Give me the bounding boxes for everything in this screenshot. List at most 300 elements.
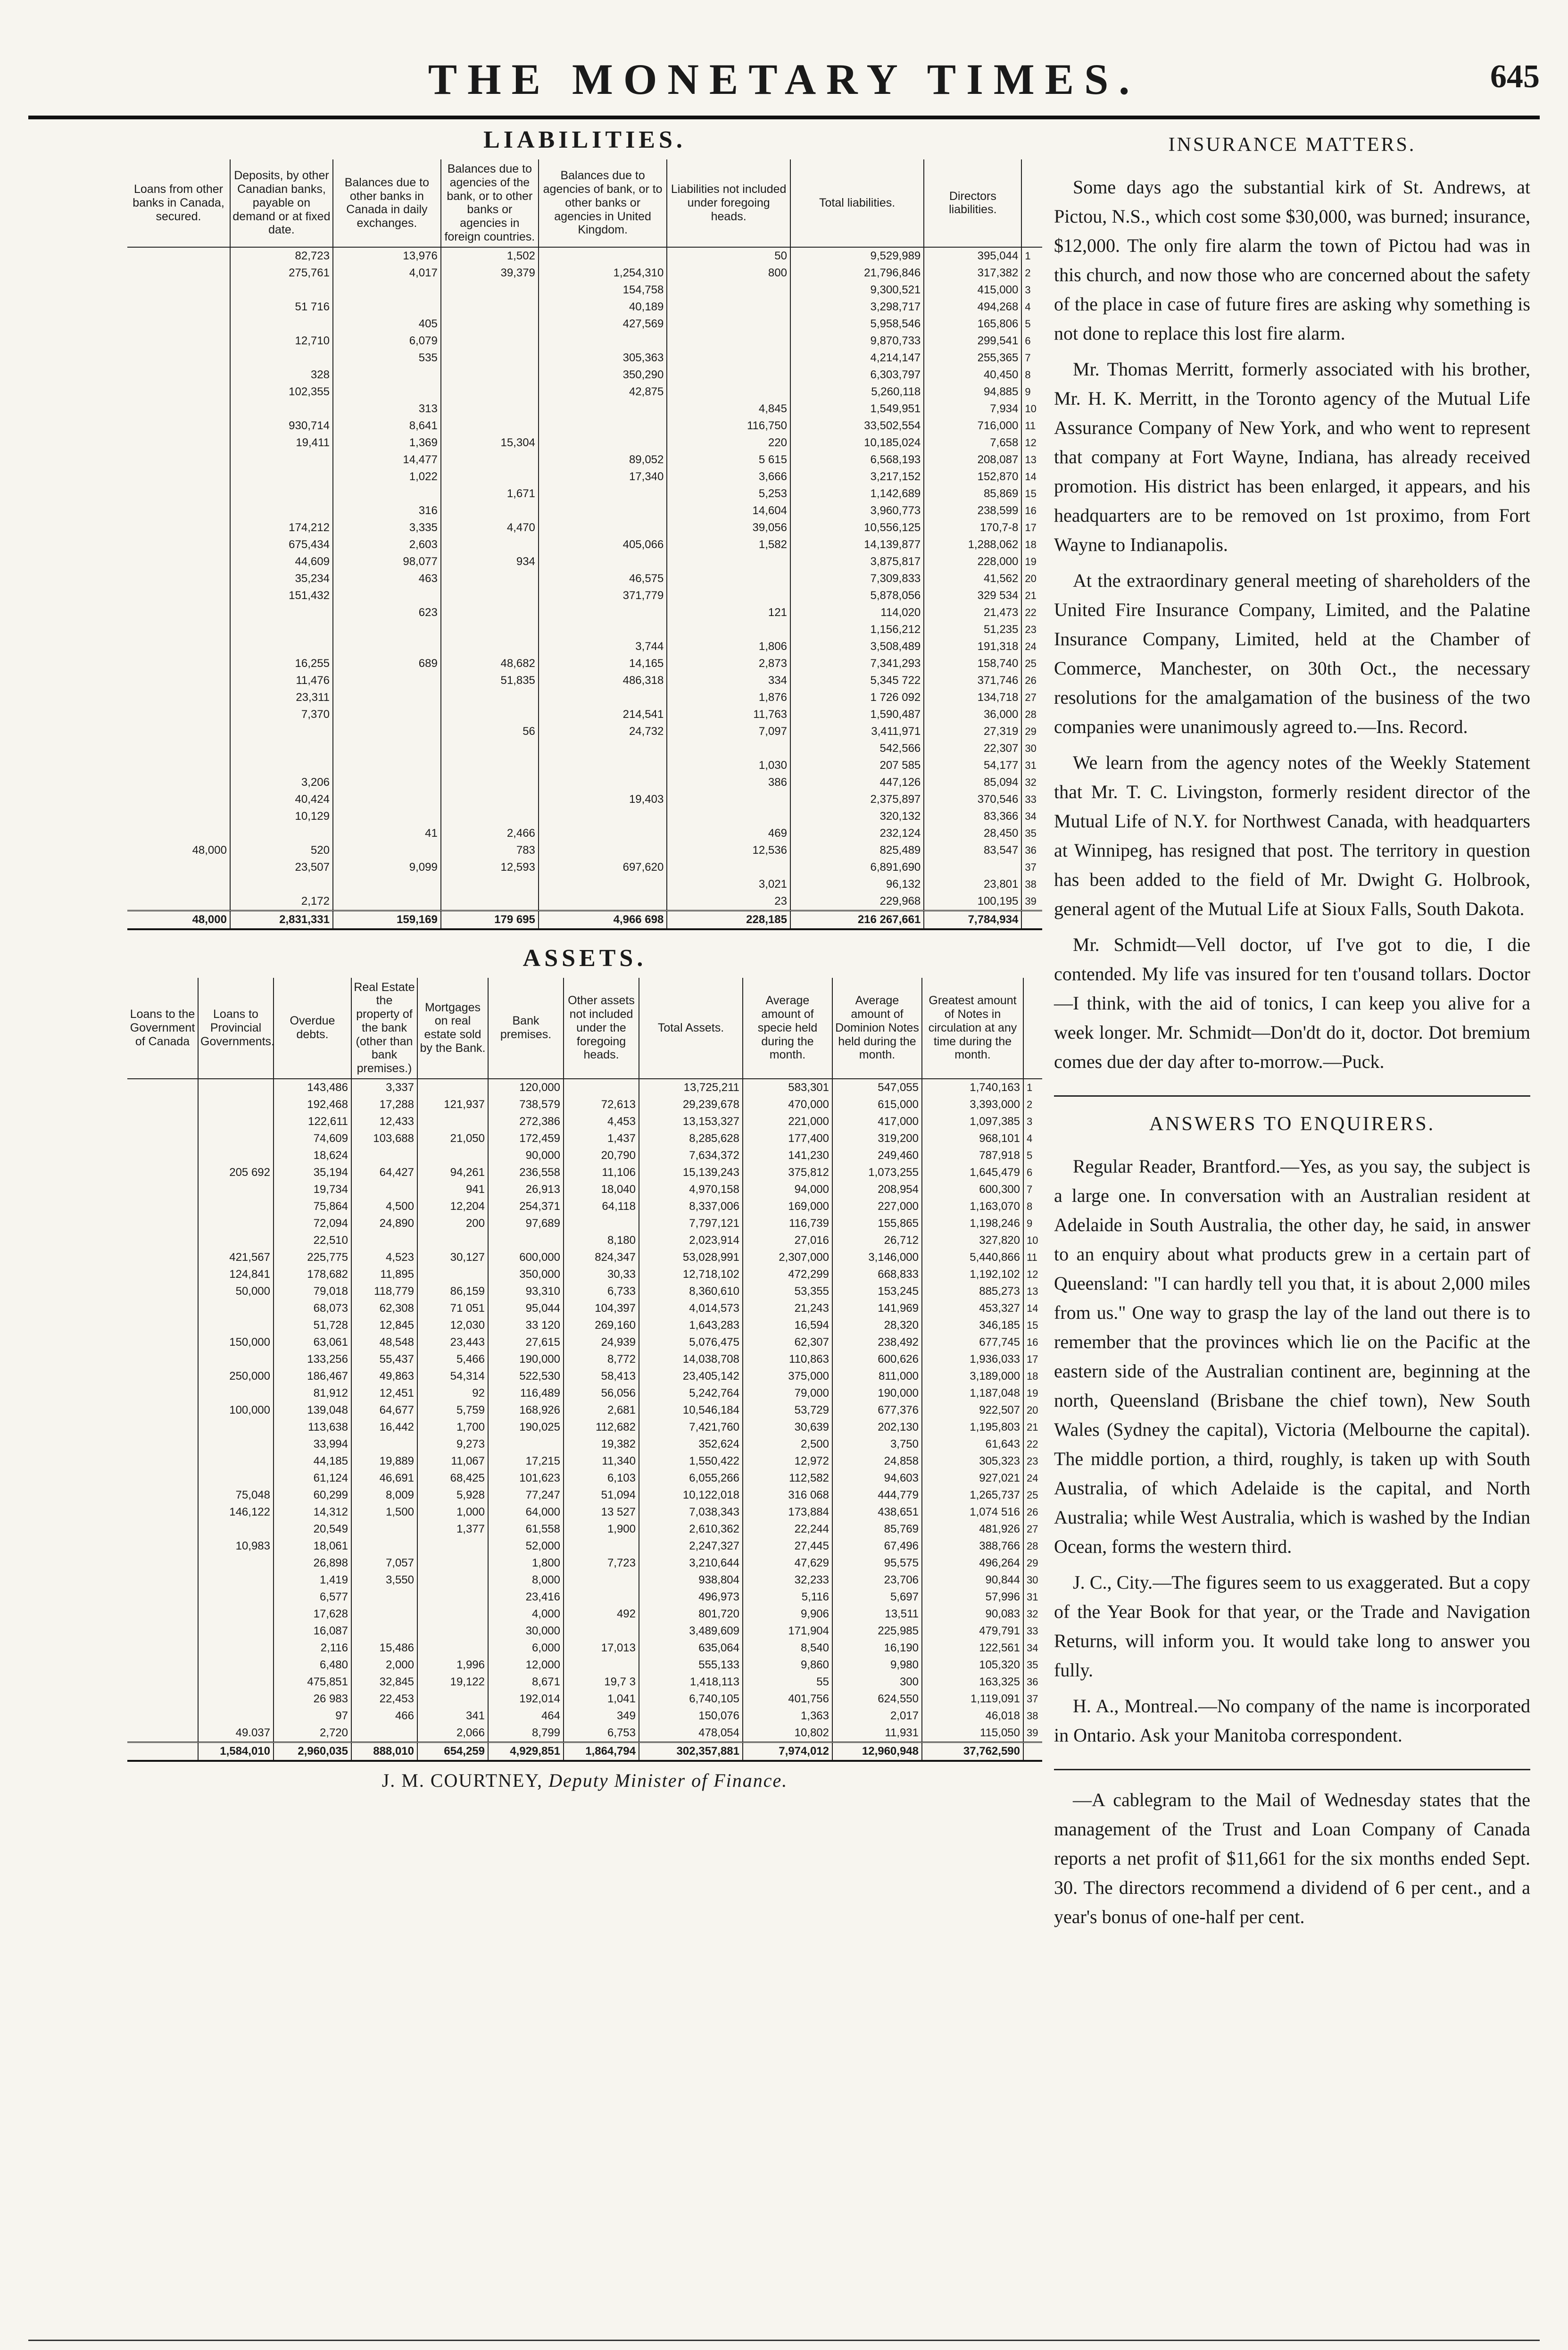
liabilities-cell: 5,345 722 (790, 672, 924, 689)
assets-cell (198, 1640, 274, 1657)
liabilities-cell (333, 706, 441, 723)
liabilities-row (127, 774, 1042, 791)
assets-col-header: Mortgages on real estate sold by the Bank. (417, 978, 488, 1079)
assets-cell (417, 1623, 488, 1640)
assets-cell: 1,500 (351, 1504, 417, 1521)
assets-cell: 33,994 (274, 1436, 351, 1453)
liabilities-cell: 7,341,293 (790, 655, 924, 672)
assets-cell: 16,087 (274, 1623, 351, 1640)
liabilities-row (127, 282, 1042, 299)
assets-cell: 64,118 (564, 1198, 639, 1215)
assets-cell: 18,040 (564, 1181, 639, 1198)
liabilities-cell: 623 (333, 604, 441, 621)
liabilities-cell (441, 689, 539, 706)
assets-cell: 105,320 (922, 1657, 1023, 1674)
liabilities-cell: 1,502 (441, 247, 539, 265)
liabilities-cell: 216 267,661 (790, 910, 924, 929)
assets-cell: 20,549 (274, 1521, 351, 1538)
assets-cell: 49,863 (351, 1368, 417, 1385)
liabilities-cell (127, 893, 230, 911)
assets-cell: 9,980 (832, 1657, 922, 1674)
assets-cell: 124,841 (198, 1266, 274, 1283)
liabilities-cell: 154,758 (539, 282, 667, 299)
liabilities-cell (333, 587, 441, 604)
liabilities-cell: 41 (333, 825, 441, 842)
assets-cell: 30,33 (564, 1266, 639, 1283)
liabilities-cell: 54,177 (924, 757, 1021, 774)
liabilities-cell: 89,052 (539, 451, 667, 468)
liabilities-cell: 10,185,024 (790, 434, 924, 451)
liabilities-cell (441, 333, 539, 350)
liabilities-cell: 486,318 (539, 672, 667, 689)
liabilities-cell (667, 350, 790, 367)
liabilities-cell: 697,620 (539, 859, 667, 876)
assets-cell (198, 1657, 274, 1674)
assets-cell (127, 1606, 198, 1623)
assets-cell: 5,759 (417, 1402, 488, 1419)
news-column (1054, 120, 1530, 1938)
liabilities-cell (230, 604, 333, 621)
liabilities-cell: 5,253 (667, 485, 790, 502)
assets-row-number: 11 (1027, 1251, 1037, 1263)
assets-col-header: Bank premises. (488, 978, 564, 1079)
assets-cell (198, 1606, 274, 1623)
assets-row (127, 1096, 1042, 1113)
liabilities-cell (441, 587, 539, 604)
assets-cell: 2,720 (274, 1725, 351, 1742)
liabilities-cell: 238,599 (924, 502, 1021, 519)
liabilities-row-number: 38 (1025, 878, 1037, 890)
liabilities-cell (230, 350, 333, 367)
assets-cell: 1,041 (564, 1691, 639, 1708)
liabilities-cell: 320,132 (790, 808, 924, 825)
assets-cell: 481,926 (922, 1521, 1023, 1538)
assets-cell: 19,7 3 (564, 1674, 639, 1691)
assets-cell: 438,651 (832, 1504, 922, 1521)
assets-cell: 6,055,266 (639, 1470, 743, 1487)
insurance-para: Mr. Schmidt—Vell doctor, uf I've got to die, I die contended. My life vas insured for ten t'ousand tollars. Doctor—I think, with the aid of tonics, I can keep you alive for a week longer. Mr. Schmidt—Don'dt do it, doctor. Dot bremium comes due der day after to-morrow.—Puck. (1054, 934, 1530, 1073)
liabilities-row (127, 808, 1042, 825)
assets-cell: 11,931 (832, 1725, 922, 1742)
assets-cell: 4,500 (351, 1198, 417, 1215)
assets-col-header: Other assets not included under the foregoing heads. (564, 978, 639, 1079)
liabilities-cell: 48,000 (127, 842, 230, 859)
assets-cell: 52,000 (488, 1538, 564, 1555)
assets-cell (417, 1589, 488, 1606)
assets-cell: 3,489,609 (639, 1623, 743, 1640)
liabilities-cell: 21,796,846 (790, 265, 924, 282)
liabilities-cell: 1,582 (667, 536, 790, 553)
liabilities-cell: 6,891,690 (790, 859, 924, 876)
assets-cell (127, 1198, 198, 1215)
liabilities-cell: 170,7-8 (924, 519, 1021, 536)
assets-row-number: 21 (1027, 1421, 1038, 1433)
liabilities-cell (127, 434, 230, 451)
liabilities-row-number: 34 (1025, 810, 1037, 822)
assets-cell: 1,377 (417, 1521, 488, 1538)
liabilities-cell: 5,260,118 (790, 383, 924, 400)
liabilities-cell: 102,355 (230, 383, 333, 400)
liabilities-cell (667, 808, 790, 825)
assets-cell (198, 1147, 274, 1164)
liabilities-cell (127, 536, 230, 553)
assets-row-number: 39 (1027, 1726, 1038, 1739)
assets-totals-row (127, 1742, 1042, 1761)
assets-cell: 13,511 (832, 1606, 922, 1623)
assets-cell: 4,000 (488, 1606, 564, 1623)
liabilities-cell (127, 706, 230, 723)
assets-cell: 143,486 (274, 1079, 351, 1096)
liabilities-row-number: 25 (1025, 657, 1037, 669)
assets-cell: 18,061 (274, 1538, 351, 1555)
enquirers-para: J. C., City.—The figures seem to us exaggerated. But a copy of the Year Book for that year, or the Trade and Navigation Returns, will inform you. It would take long to answer you fully. (1054, 1572, 1530, 1681)
assets-cell: 375,812 (743, 1164, 832, 1181)
assets-cell: 17,013 (564, 1640, 639, 1657)
liabilities-row-number: 39 (1025, 895, 1037, 907)
liabilities-cell (333, 485, 441, 502)
liabilities-row-number: 10 (1025, 402, 1037, 415)
assets-cell: 21,243 (743, 1300, 832, 1317)
assets-row-number: 18 (1027, 1370, 1038, 1382)
liabilities-cell: 40,424 (230, 791, 333, 808)
assets-cell: 2,066 (417, 1725, 488, 1742)
liabilities-row (127, 247, 1042, 265)
assets-cell: 668,833 (832, 1266, 922, 1283)
liabilities-row (127, 893, 1042, 911)
liabilities-cell (127, 485, 230, 502)
liabilities-cell: 27,319 (924, 723, 1021, 740)
assets-cell: 479,791 (922, 1623, 1023, 1640)
liabilities-cell (667, 621, 790, 638)
liabilities-cell: 469 (667, 825, 790, 842)
assets-cell (127, 1555, 198, 1572)
liabilities-row (127, 485, 1042, 502)
assets-cell: 4,523 (351, 1249, 417, 1266)
assets-cell: 444,779 (832, 1487, 922, 1504)
assets-cell: 811,000 (832, 1368, 922, 1385)
liabilities-cell: 14,165 (539, 655, 667, 672)
liabilities-row-number: 4 (1025, 300, 1031, 313)
liabilities-cell: 46,575 (539, 570, 667, 587)
liabilities-cell (441, 876, 539, 893)
liabilities-cell (230, 502, 333, 519)
liabilities-cell: 42,875 (539, 383, 667, 400)
assets-cell: 1,643,283 (639, 1317, 743, 1334)
assets-cell: 192,014 (488, 1691, 564, 1708)
liabilities-cell: 328 (230, 367, 333, 383)
assets-cell (417, 1079, 488, 1096)
liabilities-cell: 8,641 (333, 417, 441, 434)
assets-cell (198, 1708, 274, 1725)
assets-cell: 1,163,070 (922, 1198, 1023, 1215)
assets-cell: 146,122 (198, 1504, 274, 1521)
assets-row (127, 1334, 1042, 1351)
assets-row-number: 14 (1027, 1302, 1038, 1314)
assets-cell (198, 1198, 274, 1215)
liabilities-cell (441, 350, 539, 367)
liabilities-row (127, 689, 1042, 706)
liabilities-cell: 82,723 (230, 247, 333, 265)
liabilities-cell: 24,732 (539, 723, 667, 740)
assets-cell: 16,594 (743, 1317, 832, 1334)
assets-cell: 13,153,327 (639, 1113, 743, 1130)
assets-cell: 68,073 (274, 1300, 351, 1317)
liabilities-cell: 14,477 (333, 451, 441, 468)
liabilities-row-number (1021, 910, 1042, 929)
assets-cell: 95,575 (832, 1555, 922, 1572)
assets-cell (127, 1657, 198, 1674)
assets-cell (127, 1283, 198, 1300)
liabilities-cell: 1,590,487 (790, 706, 924, 723)
assets-cell (351, 1589, 417, 1606)
assets-cell (564, 1538, 639, 1555)
assets-cell: 200 (417, 1215, 488, 1232)
liabilities-totals-row (127, 910, 1042, 929)
liabilities-row-number: 37 (1025, 861, 1037, 873)
bottom-rule (28, 2340, 1540, 2341)
liabilities-cell (127, 876, 230, 893)
liabilities-cell (333, 757, 441, 774)
assets-cell (417, 1147, 488, 1164)
liabilities-cell (441, 282, 539, 299)
assets-cell: 7,974,012 (743, 1742, 832, 1761)
assets-cell (351, 1181, 417, 1198)
liabilities-cell: 371,746 (924, 672, 1021, 689)
liabilities-cell (333, 282, 441, 299)
assets-cell: 141,230 (743, 1147, 832, 1164)
liabilities-cell: 2,375,897 (790, 791, 924, 808)
liabilities-cell: 7,658 (924, 434, 1021, 451)
liabilities-cell (333, 672, 441, 689)
liabilities-row-number: 27 (1025, 691, 1037, 703)
liabilities-cell (667, 740, 790, 757)
liabilities-row (127, 468, 1042, 485)
assets-row (127, 1164, 1042, 1181)
assets-cell: 417,000 (832, 1113, 922, 1130)
assets-cell: 50,000 (198, 1283, 274, 1300)
liabilities-cell: 40,189 (539, 299, 667, 316)
liabilities-cell: 5,958,546 (790, 316, 924, 333)
assets-cell (351, 1725, 417, 1742)
liabilities-row-number: 1 (1025, 250, 1031, 262)
liabilities-row-number: 29 (1025, 725, 1037, 737)
assets-cell: 100,000 (198, 1402, 274, 1419)
assets-row-number: 15 (1027, 1319, 1038, 1331)
liabilities-cell: 9,300,521 (790, 282, 924, 299)
assets-cell (127, 1402, 198, 1419)
liabilities-cell: 114,020 (790, 604, 924, 621)
assets-cell: 466 (351, 1708, 417, 1725)
liabilities-cell: 51,835 (441, 672, 539, 689)
assets-cell: 496,264 (922, 1555, 1023, 1572)
assets-cell: 225,775 (274, 1249, 351, 1266)
assets-cell: 4,014,573 (639, 1300, 743, 1317)
assets-cell: 17,628 (274, 1606, 351, 1623)
assets-cell: 8,671 (488, 1674, 564, 1691)
assets-cell: 388,766 (922, 1538, 1023, 1555)
liabilities-cell: 716,000 (924, 417, 1021, 434)
assets-rowno-header (1023, 978, 1042, 1079)
assets-cell (127, 1521, 198, 1538)
liabilities-cell (127, 638, 230, 655)
assets-cell (198, 1674, 274, 1691)
liabilities-cell: 94,885 (924, 383, 1021, 400)
assets-row (127, 1198, 1042, 1215)
liabilities-cell (441, 774, 539, 791)
liabilities-cell: 463 (333, 570, 441, 587)
assets-cell (198, 1300, 274, 1317)
assets-cell: 94,603 (832, 1470, 922, 1487)
assets-cell: 1,584,010 (198, 1742, 274, 1761)
liabilities-cell: 214,541 (539, 706, 667, 723)
liabilities-cell (127, 859, 230, 876)
liabilities-cell (127, 333, 230, 350)
assets-cell (351, 1606, 417, 1623)
liabilities-cell (441, 468, 539, 485)
liabilities-cell: 1,022 (333, 468, 441, 485)
liabilities-cell: 1,876 (667, 689, 790, 706)
liabilities-cell (539, 842, 667, 859)
assets-cell: 677,376 (832, 1402, 922, 1419)
assets-row (127, 1283, 1042, 1300)
assets-cell: 23,706 (832, 1572, 922, 1589)
assets-cell: 79,000 (743, 1385, 832, 1402)
assets-cell: 9,273 (417, 1436, 488, 1453)
assets-cell: 6,480 (274, 1657, 351, 1674)
liabilities-cell: 494,268 (924, 299, 1021, 316)
liabilities-cell (230, 451, 333, 468)
assets-cell: 94,261 (417, 1164, 488, 1181)
liabilities-cell: 174,212 (230, 519, 333, 536)
liabilities-cell: 151,432 (230, 587, 333, 604)
assets-cell: 116,489 (488, 1385, 564, 1402)
liabilities-cell: 3,411,971 (790, 723, 924, 740)
liabilities-row (127, 723, 1042, 740)
assets-cell: 7,634,372 (639, 1147, 743, 1164)
assets-cell (564, 1079, 639, 1096)
assets-row-number: 8 (1027, 1200, 1033, 1212)
assets-row (127, 1113, 1042, 1130)
assets-row (127, 1300, 1042, 1317)
liabilities-cell (333, 893, 441, 911)
assets-cell (488, 1232, 564, 1249)
assets-cell: 7,421,760 (639, 1419, 743, 1436)
liabilities-row (127, 451, 1042, 468)
liabilities-row (127, 791, 1042, 808)
assets-row-number: 4 (1027, 1132, 1033, 1144)
assets-cell (127, 1470, 198, 1487)
assets-cell: 19,382 (564, 1436, 639, 1453)
assets-cell (127, 1079, 198, 1096)
assets-cell: 941 (417, 1181, 488, 1198)
liabilities-cell (333, 299, 441, 316)
assets-row (127, 1470, 1042, 1487)
assets-cell: 150,076 (639, 1708, 743, 1725)
assets-cell: 9,860 (743, 1657, 832, 1674)
assets-cell: 118,779 (351, 1283, 417, 1300)
liabilities-cell (127, 825, 230, 842)
assets-row (127, 1623, 1042, 1640)
liabilities-cell: 2,873 (667, 655, 790, 672)
liabilities-cell: 313 (333, 400, 441, 417)
liabilities-cell: 1,549,951 (790, 400, 924, 417)
assets-cell (198, 1317, 274, 1334)
liabilities-cell: 3,875,817 (790, 553, 924, 570)
liabilities-row-number: 28 (1025, 708, 1037, 720)
assets-cell: 68,425 (417, 1470, 488, 1487)
liabilities-cell (441, 536, 539, 553)
liabilities-cell (539, 247, 667, 265)
assets-title: ASSETS. (523, 944, 647, 972)
assets-cell (417, 1538, 488, 1555)
assets-cell (127, 1708, 198, 1725)
liabilities-row (127, 604, 1042, 621)
liabilities-row (127, 570, 1042, 587)
assets-cell (351, 1623, 417, 1640)
page-header (28, 45, 1540, 119)
assets-cell: 1,900 (564, 1521, 639, 1538)
assets-cell: 272,386 (488, 1113, 564, 1130)
assets-cell: 8,337,006 (639, 1198, 743, 1215)
liabilities-cell (127, 604, 230, 621)
liabilities-cell: 299,541 (924, 333, 1021, 350)
liabilities-cell (539, 485, 667, 502)
liabilities-cell: 7,309,833 (790, 570, 924, 587)
assets-cell: 205 692 (198, 1164, 274, 1181)
assets-cell: 24,890 (351, 1215, 417, 1232)
liabilities-cell (230, 638, 333, 655)
assets-cell: 22,453 (351, 1691, 417, 1708)
liabilities-cell (230, 400, 333, 417)
liabilities-cell: 11,763 (667, 706, 790, 723)
assets-row-number: 3 (1027, 1115, 1033, 1127)
liabilities-row (127, 434, 1042, 451)
assets-cell: 4,453 (564, 1113, 639, 1130)
assets-cell (127, 1368, 198, 1385)
liabilities-cell (667, 282, 790, 299)
liabilities-cell: 208,087 (924, 451, 1021, 468)
liabilities-row-number: 9 (1025, 385, 1031, 398)
liabilities-cell (230, 282, 333, 299)
assets-cell: 10,546,184 (639, 1402, 743, 1419)
assets-cell: 75,864 (274, 1198, 351, 1215)
assets-row (127, 1232, 1042, 1249)
assets-cell: 113,638 (274, 1419, 351, 1436)
assets-cell (198, 1521, 274, 1538)
liabilities-cell (127, 400, 230, 417)
assets-row (127, 1453, 1042, 1470)
assets-cell: 139,048 (274, 1402, 351, 1419)
liabilities-row-number: 22 (1025, 606, 1037, 618)
assets-row-number: 17 (1027, 1353, 1038, 1365)
liabilities-row (127, 706, 1042, 723)
assets-cell (127, 1232, 198, 1249)
assets-cell: 44,185 (274, 1453, 351, 1470)
assets-cell: 349 (564, 1708, 639, 1725)
liabilities-cell: 10,129 (230, 808, 333, 825)
liabilities-cell (230, 876, 333, 893)
assets-cell: 22,510 (274, 1232, 351, 1249)
assets-cell: 26,898 (274, 1555, 351, 1572)
assets-row-number: 28 (1027, 1540, 1038, 1552)
assets-cell: 67,496 (832, 1538, 922, 1555)
liabilities-cell: 689 (333, 655, 441, 672)
assets-cell: 7,723 (564, 1555, 639, 1572)
assets-cell: 824,347 (564, 1249, 639, 1266)
liabilities-cell (539, 434, 667, 451)
assets-cell (198, 1555, 274, 1572)
liabilities-cell: 7,097 (667, 723, 790, 740)
